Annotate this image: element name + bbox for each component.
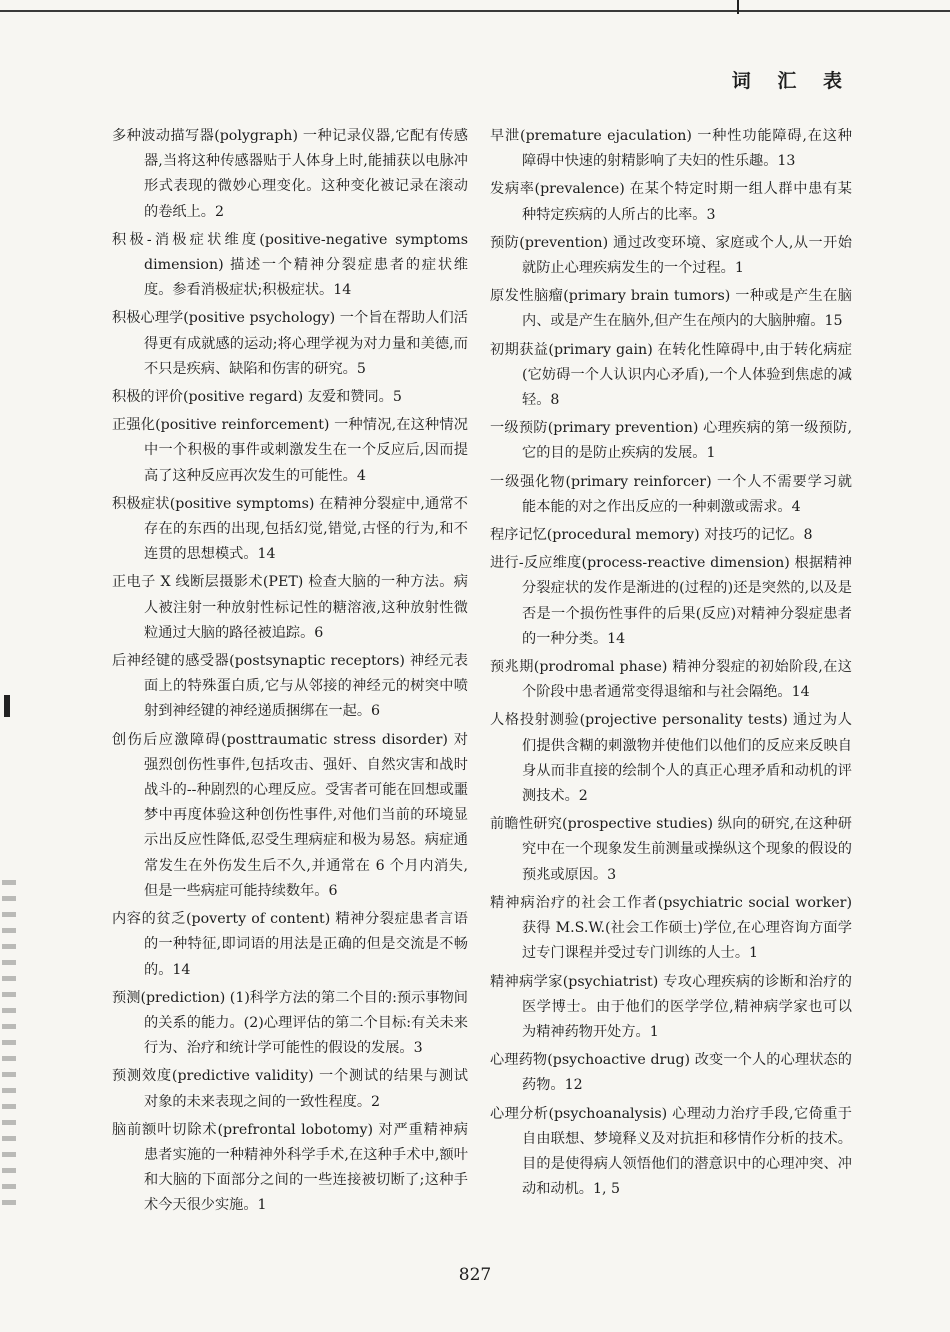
glossary-entry: 人格投射测验(projective personality tests) 通过为人们提供含糊的刺激物并使他们以他们的反应来反映自身从而非直接的绘制个人的真正心理矛盾和动机的评测技术。2 [490, 712, 852, 805]
glossary-entry: 积极症状(positive symptoms) 在精神分裂症中,通常不存在的东西的出现,包括幻觉,错觉,古怪的行为,和不连贯的思想模式。14 [112, 495, 468, 563]
glossary-entry: 精神病治疗的社会工作者(psychiatric social worker) 获得 M.S.W.(社会工作硕士)学位,在心理咨询方面学过专门课程并受过专门训练的人士。1 [490, 894, 852, 962]
glossary-entry: 精神病学家(psychiatrist) 专攻心理疾病的诊断和治疗的医学博士。由于他们的医学学位,精神病学家也可以为精神药物开处方。1 [490, 973, 852, 1040]
glossary-entry: 心理分析(psychoanalysis) 心理动力治疗手段,它倚重于自由联想、梦境释义及对抗拒和移情作分析的技术。目的是使得病人领悟他们的潜意识中的心理冲突、冲动和动机。1, 5 [490, 1105, 852, 1198]
glossary-entry: 正电子 X 线断层摄影术(PET) 检查大脑的一种方法。病人被注射一种放射性标记性的糖溶液,这种放射性微粒通过大脑的路径被追踪。6 [112, 574, 468, 641]
glossary-entry: 多种波动描写器(polygraph) 一种记录仪器,它配有传感器,当将这种传感器贴于人体身上时,能捕获以电脉冲形式表现的微妙心理变化。这种变化被记录在滚动的卷纸上。2 [112, 128, 468, 220]
glossary-entry: 原发性脑瘤(primary brain tumors) 一种或是产生在脑内、或是产生在脑外,但产生在颅内的大脑肿瘤。15 [490, 288, 852, 330]
glossary-entry: 前瞻性研究(prospective studies) 纵向的研究,在这种研究中在一个现象发生前测量或操纵这个现象的假设的预兆或原因。3 [490, 816, 852, 883]
glossary-entry: 创伤后应激障碍(posttraumatic stress disorder) 对强烈创伤性事件,包括攻击、强奸、自然灾害和战时战斗的--种剧烈的心理反应。受害者可能在回想或噩梦中再度体验这种创伤性事件,对他们当前的环境显示出反应性降低,忍受生理病症和极为易怒。病症通常发生在外伤发生后不久,并通常在 6 个月内消失,但是一些病症可能持续数年。6 [112, 731, 468, 899]
glossary-entry: 后神经键的感受器(postsynaptic receptors) 神经元表面上的特殊蛋白质,它与从邻接的神经元的树突中喷射到神经键的神经递质捆绑在一起。6 [112, 653, 468, 720]
glossary-entry: 脑前额叶切除术(prefrontal lobotomy) 对严重精神病患者实施的一种精神外科学手术,在这种手术中,额叶和大脑的下面部分之间的一些连接被切断了;这种手术今天很少实施。1 [112, 1121, 468, 1214]
glossary-entry: 预兆期(prodromal phase) 精神分裂症的初始阶段,在这个阶段中患者通常变得退缩和与社会隔绝。14 [490, 659, 852, 701]
right-column [490, 124, 852, 1205]
glossary-entry: 积极-消极症状维度(positive-negative symptoms dimension) 描述一个精神分裂症患者的症状维度。参看消极症状;积极症状。14 [112, 231, 468, 299]
running-header: 词 汇 表 [731, 70, 852, 92]
top-rule-tick [737, 0, 739, 14]
glossary-entry: 预测效度(predictive validity) 一个测试的结果与测试对象的未来表现之间的一致性程度。2 [112, 1068, 468, 1110]
glossary-entry: 积极的评价(positive regard) 友爱和赞同。5 [112, 389, 402, 406]
glossary-entry: 预测(prediction) (1)科学方法的第二个目的:预示事物间的关系的能力。(2)心理评估的第二个目标:有关未来行为、治疗和统计学可能性的假设的发展。3 [112, 989, 468, 1057]
scan-margin-mark [4, 695, 10, 717]
glossary-entry: 一级预防(primary prevention) 心理疾病的第一级预防,它的目的是防止疾病的发展。1 [490, 420, 852, 462]
glossary-entry: 一级强化物(primary reinforcer) 一个人不需要学习就能本能的对之作出反应的一种刺激或需求。4 [490, 473, 852, 515]
glossary-entry: 初期获益(primary gain) 在转化性障碍中,由于转化病症(它妨碍一个人认识内心矛盾),一个人体验到焦虑的减轻。8 [490, 341, 852, 409]
glossary-entry: 积极心理学(positive psychology) 一个旨在帮助人们活得更有成就感的运动;将心理学视为对力量和美德,而不只是疾病、缺陷和伤害的研究。5 [112, 310, 468, 377]
scan-margin-bleed [2, 880, 16, 1210]
glossary-entry: 早泄(premature ejaculation) 一种性功能障碍,在这种障碍中快速的射精影响了夫妇的性乐趣。13 [490, 128, 852, 170]
glossary-entry: 发病率(prevalence) 在某个特定时期一组人群中患有某种特定疾病的人所占的比率。3 [490, 181, 852, 223]
left-column [112, 124, 468, 1222]
glossary-entry: 正强化(positive reinforcement) 一种情况,在这种情况中一个积极的事件或刺激发生在一个反应后,因而提高了这种反应再次发生的可能性。4 [112, 417, 468, 484]
page-number: 827 [458, 1265, 492, 1285]
glossary-entry: 内容的贫乏(poverty of content) 精神分裂症患者言语的一种特征,即词语的用法是正确的但是交流是不畅的。14 [112, 911, 468, 978]
glossary-entry: 心理药物(psychoactive drug) 改变一个人的心理状态的药物。12 [490, 1052, 852, 1094]
glossary-entry: 进行-反应维度(process-reactive dimension) 根据精神分裂症状的发作是渐进的(过程的)还是突然的,以及是否是一个损伤性事件的后果(反应)对精神分裂症患者的一种分类。14 [490, 555, 852, 647]
glossary-entry: 预防(prevention) 通过改变环境、家庭或个人,从一开始就防止心理疾病发生的一个过程。1 [490, 234, 852, 277]
top-rule [0, 10, 950, 12]
glossary-entry: 程序记忆(procedural memory) 对技巧的记忆。8 [490, 527, 813, 544]
